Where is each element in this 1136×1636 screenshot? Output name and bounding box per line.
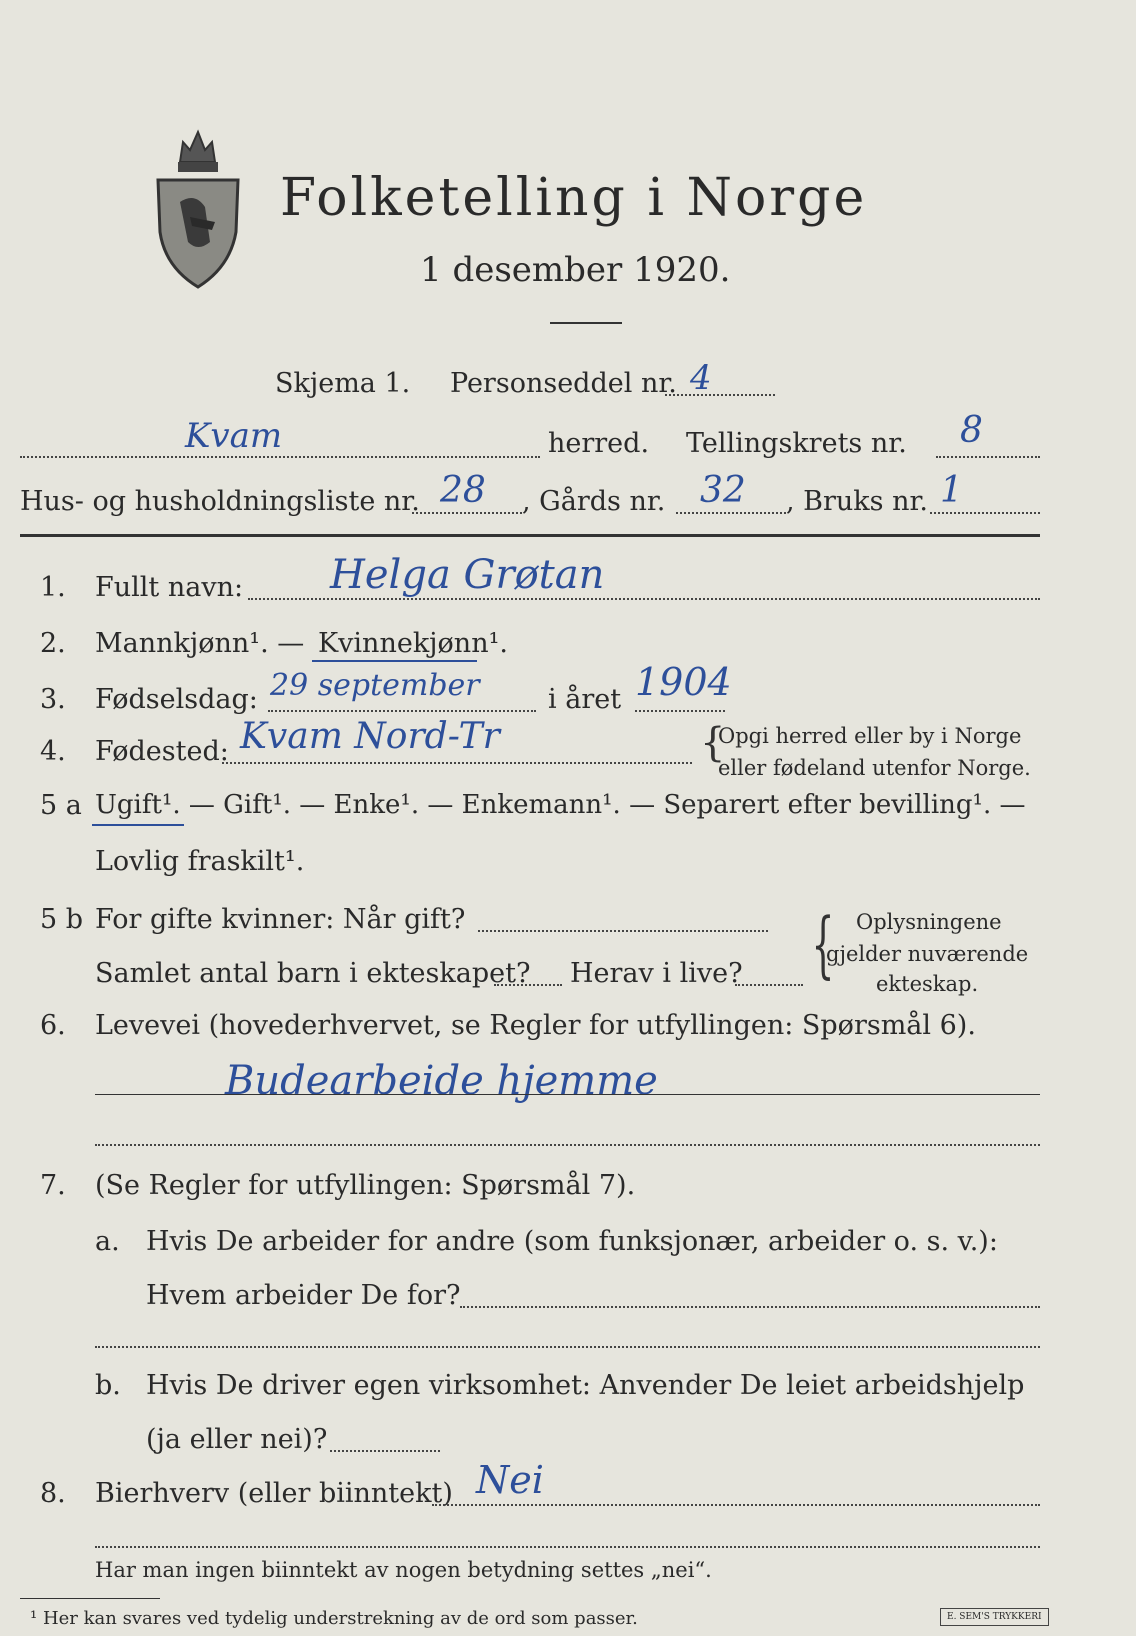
q7a-line2: Hvem arbeider De for? bbox=[146, 1280, 461, 1311]
q5a-line1: Ugift¹. — Gift¹. — Enke¹. — Enkemann¹. — Separert efter bevilling¹. — bbox=[95, 790, 1026, 820]
gards-line bbox=[676, 512, 786, 514]
q1-line bbox=[248, 598, 1040, 600]
q5a-line2: Lovlig fraskilt¹. bbox=[95, 846, 305, 877]
footer-note: Har man ingen biinntekt av nogen betydning settes „nei“. bbox=[95, 1558, 712, 1582]
q3-line bbox=[268, 710, 536, 712]
gards-value: 32 bbox=[700, 470, 746, 511]
q2-underline bbox=[312, 660, 477, 662]
bruks-value: 1 bbox=[940, 470, 963, 511]
header-rule bbox=[20, 534, 1040, 537]
q4-line bbox=[222, 762, 692, 764]
personseddel-value: 4 bbox=[690, 358, 712, 398]
skjema-label: Skjema 1. bbox=[275, 368, 411, 399]
bruks-line bbox=[930, 512, 1040, 514]
q4-note-line1: Opgi herred eller by i Norge bbox=[718, 724, 1022, 748]
coat-of-arms-icon bbox=[150, 122, 245, 292]
tellingskrets-value: 8 bbox=[960, 410, 983, 451]
gards-label: , Gårds nr. bbox=[522, 486, 666, 517]
q7b-line bbox=[330, 1450, 440, 1452]
q4-label: Fødested: bbox=[95, 736, 229, 767]
q7-number: 7. bbox=[40, 1170, 66, 1201]
q2-kvinne: Kvinnekjønn¹. bbox=[318, 628, 508, 659]
q1-number: 1. bbox=[40, 572, 66, 603]
q4-brace: { bbox=[700, 720, 726, 766]
q7a-letter: a. bbox=[95, 1226, 120, 1257]
q5b-children-line bbox=[494, 984, 562, 986]
bruks-label: , Bruks nr. bbox=[786, 486, 929, 517]
q6-number: 6. bbox=[40, 1010, 66, 1041]
page-title: Folketelling i Norge bbox=[280, 168, 868, 228]
tellingskrets-line bbox=[936, 456, 1040, 458]
q5b-line1: For gifte kvinner: Når gift? bbox=[95, 904, 466, 935]
q7b-line2: (ja eller nei)? bbox=[146, 1424, 328, 1455]
q3-label: Fødselsdag: bbox=[95, 684, 258, 715]
personseddel-line bbox=[665, 394, 775, 396]
q5b-alive-line bbox=[735, 984, 803, 986]
q8-number: 8. bbox=[40, 1478, 66, 1509]
q7b-letter: b. bbox=[95, 1370, 121, 1401]
census-date: 1 desember 1920. bbox=[420, 250, 731, 290]
q1-label: Fullt navn: bbox=[95, 572, 244, 603]
printer-mark: E. SEM'S TRYKKERI bbox=[940, 1608, 1049, 1626]
title-divider bbox=[550, 322, 622, 324]
q2-mann: Mannkjønn¹. — bbox=[95, 628, 305, 659]
q4-number: 4. bbox=[40, 736, 66, 767]
q3-year-value: 1904 bbox=[635, 660, 732, 704]
q5b-note-line1: Oplysningene bbox=[856, 910, 1002, 934]
q7a-line bbox=[460, 1306, 1040, 1308]
q8-value: Nei bbox=[476, 1458, 544, 1502]
q5a-number: 5 a bbox=[40, 790, 82, 821]
q2-number: 2. bbox=[40, 628, 66, 659]
q3-year-line bbox=[635, 710, 725, 712]
q3-number: 3. bbox=[40, 684, 66, 715]
q3-year-label: i året bbox=[548, 684, 622, 715]
q8-line bbox=[432, 1504, 1040, 1506]
herred-line bbox=[20, 456, 540, 458]
q7-label: (Se Regler for utfyllingen: Spørsmål 7). bbox=[95, 1170, 636, 1201]
q5b-note-line2: gjelder nuværende bbox=[826, 942, 1029, 966]
q7b-line1: Hvis De driver egen virksomhet: Anvender De leiet arbeidshjelp bbox=[146, 1370, 1025, 1401]
q5b-married-line bbox=[478, 930, 768, 932]
q7a-line-extra bbox=[95, 1346, 1040, 1348]
q6-line1 bbox=[95, 1094, 1040, 1095]
q5b-line2a: Samlet antal barn i ekteskapet? bbox=[95, 958, 531, 989]
footnote: ¹ Her kan svares ved tydelig understrekning av de ord som passer. bbox=[30, 1608, 638, 1629]
tellingskrets-label: Tellingskrets nr. bbox=[686, 428, 907, 459]
q1-value: Helga Grøtan bbox=[330, 552, 605, 598]
q4-note-line2: eller fødeland utenfor Norge. bbox=[718, 756, 1031, 780]
q8-label: Bierhverv (eller biinntekt) bbox=[95, 1478, 453, 1509]
q5b-note-line3: ekteskap. bbox=[876, 972, 979, 996]
husholdningsliste-line bbox=[412, 512, 522, 514]
q7a-line1: Hvis De arbeider for andre (som funksjonær, arbeider o. s. v.): bbox=[146, 1226, 998, 1257]
q3-value: 29 september bbox=[270, 668, 480, 703]
q8-line-extra bbox=[95, 1546, 1040, 1548]
q6-value: Budearbeide hjemme bbox=[225, 1058, 658, 1104]
husholdningsliste-value: 28 bbox=[440, 470, 486, 511]
q6-label: Levevei (hovederhvervet, se Regler for utfyllingen: Spørsmål 6). bbox=[95, 1010, 976, 1041]
q6-line2 bbox=[95, 1144, 1040, 1146]
footnote-rule bbox=[20, 1598, 160, 1599]
q5b-number: 5 b bbox=[40, 904, 84, 935]
q4-value: Kvam Nord-Tr bbox=[240, 716, 500, 757]
q5b-brace: { bbox=[811, 902, 835, 986]
herred-value: Kvam bbox=[185, 416, 283, 456]
herred-label: herred. bbox=[548, 428, 650, 459]
personseddel-label: Personseddel nr. bbox=[450, 368, 677, 399]
q5b-line2b: Herav i live? bbox=[570, 958, 743, 989]
husholdningsliste-label: Hus- og husholdningsliste nr. bbox=[20, 486, 420, 517]
q5a-underline bbox=[92, 824, 184, 826]
